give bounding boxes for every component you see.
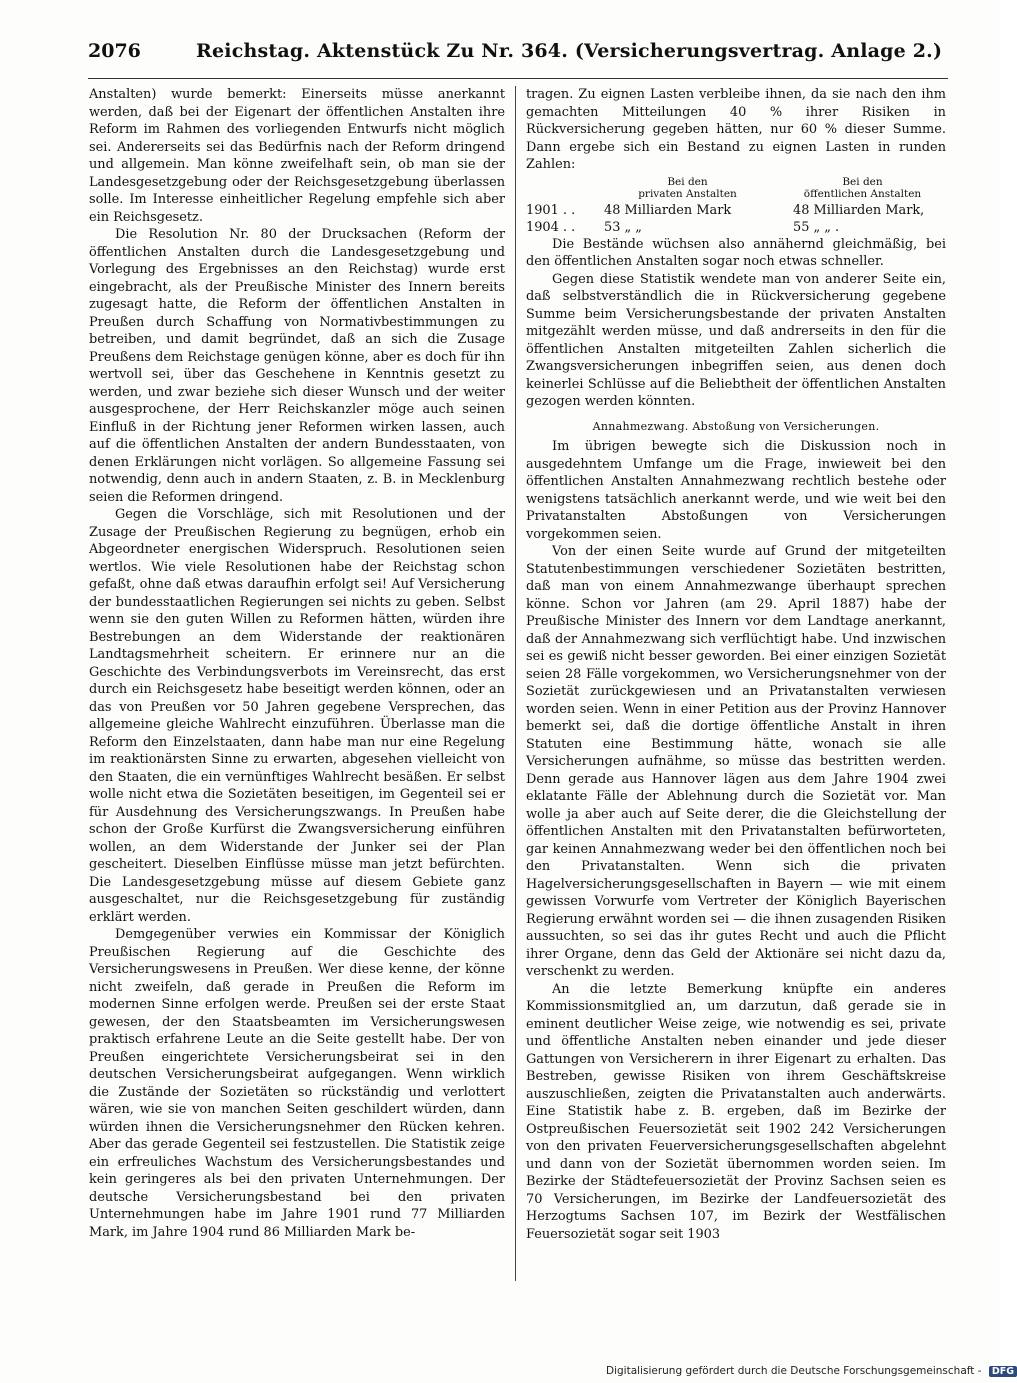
left-paragraph-4: Demgegenüber verwies ein Kommissar der Königlich Preußischen Regierung auf die Geschichte des Versicherungswesens in Preußen. Wer diese kenne, der könne nicht zweifeln, daß gerade in Preußen die Reform im modernen Sinne erfolgen werde. Preußen sei der erste Staat gewesen, der den Staatsbeamten im Versicherungswesen praktisch erfahrene Leute an die Seite gestellt habe. Der von Preußen eingerichtete Versicherungsbeirat sei in den deutschen Versicherungsbeirat aufgegangen. Wenn wirklich die Zustände der Sozietäten so rückständig und verlottert wären, wie sie von manchen Seiten geschildert würden, dann würden ihnen die Versicherungsnehmer den Rücken kehren. Aber das gerade Gegenteil sei festzustellen. Die Statistik zeige ein erfreuliches Wachstum des Versicherungsbestandes und kein geringeres als bei den privaten Unternehmungen. Der deutsche Versicherungsbestand bei den privaten Unternehmungen habe im Jahre 1901 rund 77 Milliarden Mark, im Jahre 1904 rund 86 Milliarden Mark be- (89, 927, 505, 1240)
right-paragraph-b3: An die letzte Bemerkung knüpfte ein anderes Kommissionsmitglied an, um darzutun, daß gerade sie in eminent deutlicher Weise zeige, wie notwendig es sei, private und öffentliche Anstalten neben einander und jede dieser Gattungen von Versicherern in ihrer Eigenart zu erhalten. Das Bestreben, gewisse Risiken von ihrem Geschäftskreise auszuschließen, zeigten die Privatanstalten auch anderwärts. Eine Statistik habe z. B. ergeben, daß im Bezirke der Ostpreußischen Feuersozietät seit 1902 242 Versicherungen von den privaten Feuerversicherungsgesellschaften abgelehnt und dann von der Sozietät übernommen worden seien. Im Bezirke der Städtefeuersozietät der Provinz Sachsen seien es 70 Versicherungen, im Bezirke der Landfeuersozietät des Herzogtums Sachsen 107, im Bezirk der Westfälischen Feuersozietät sogar seit 1903 (526, 981, 946, 1242)
page-number: 2076 (88, 40, 141, 62)
right-paragraph-b1: Im übrigen bewegte sich die Diskussion noch in ausgedehntem Umfange um die Frage, inwieweit bei den öffentlichen Anstalten Annahmezwang rechtlich bestehe oder wenigstens tatsächlich anerkannt werde, und wie weit bei den Privatanstalten Abstoßungen von Versicherungen vorgekommen seien. (526, 439, 946, 542)
section-subheading: Annahmezwang. Abstoßung von Versicherungen. (592, 419, 880, 433)
table-cell-public: 48 Milliarden Mark, (793, 202, 925, 218)
table-header-year (526, 174, 596, 202)
right-paragraph-b2: Von der einen Seite wurde auf Grund der mitgeteilten Statutenbestimmungen verschiedener Sozietäten bestritten, daß man von einem Annahmezwange überhaupt sprechen könne. Schon vor Jahren (am 29. April 1887) habe der Preußische Minister des Innern vor dem Landtage anerkannt, daß der Annahmezwang sich verflüchtigt habe. Und inzwischen sei es gewiß nicht besser geworden. Bei einer einzigen Sozietät seien 28 Fälle vorgekommen, wo Versicherungsnehmer von der Sozietät zurückgewiesen und an Privatanstalten verwiesen worden seien. Wenn in einer Petition aus der Provinz Hannover bemerkt sei, daß die dortige öffentliche Anstalt in ihren Statuten eine Bestimmung hätte, wonach sie alle Versicherungen aufnähme, so müsse das bestritten werden. Denn gerade aus Hannover lägen aus dem Jahre 1904 zwei eklatante Fälle der Ablehnung durch die Sozietät vor. Man wolle ja aber auch auf Seite derer, die die Gleichstellung der öffentlichen Anstalten mit den Privatanstalten befürworteten, gar keinen Annahmezwang weder bei den öffentlichen noch bei den Privatanstalten. Wenn sich die privaten Hagelversicherungsgesellschaften in Bayern — wie mit einem gewissen Vorwurfe vom Vertreter der Königlich Bayerischen Regierung erwähnt worden sei — die ihnen zusagenden Risiken aussuchten, so sei das ihr gutes Recht und auch die Pflicht ihrer Organe, denn das Geld der Aktionäre sei nicht dazu da, verschenkt zu werden. (526, 544, 946, 979)
header-private-line2: privaten Anstalten (638, 187, 737, 200)
table-row (526, 202, 946, 219)
right-intro: tragen. Zu eignen Lasten verbleibe ihnen, da sie nach den ihm gemachten Mitteilungen 40 % ihrer Risiken in Rückversicherung gegeben hätten, nur 60 % dieser Summe. Dann ergebe sich ein Bestand zu eignen Lasten in runden Zahlen: (526, 87, 946, 172)
header-rule (88, 78, 948, 79)
right-paragraph-a2: Gegen diese Statistik wendete man von anderer Seite ein, daß selbstverständlich die in Rückversicherung gegebene Summe beim Versicherungsbestande der privaten Anstalten mitgezählt werden müsse, und daß andrerseits in den für die öffentlichen Anstalten mitgeteilten Zahlen sicherlich die Zwangsversicherungen inbegriffen seien, aus denen doch keinerlei Schlüsse auf die Beliebtheit der öffentlichen Anstalten gezogen werden könnten. (526, 271, 946, 409)
page-header (88, 40, 948, 70)
table-header-row (526, 174, 946, 202)
table-cell-year: 1904 . . (526, 219, 576, 235)
column-divider (515, 86, 516, 1281)
table-cell-year: 1901 . . (526, 202, 576, 218)
right-column (526, 86, 946, 1243)
left-paragraph-3: Gegen die Vorschläge, sich mit Resolutionen und der Zusage der Preußischen Regierung zu begnügen, erhob ein Abgeordneter energischen Widerspruch. Resolutionen seien wertlos. Wie viele Resolutionen habe der Reichstag schon gefaßt, ohne daß etwas daraufhin erfolgt sei! Auf Versicherung der bundesstaatlichen Regierungen sei nichts zu geben. Selbst wenn sie den guten Willen zu Reformen hätten, würden ihre Bestrebungen an dem Widerstande der reaktionären Landtagsmehrheit scheitern. Er erinnere nur an die Geschichte des Verbindungsverbots im Vereinsrecht, das erst durch ein Reichsgesetz habe beseitigt werden können, oder an das von Preußen vor 50 Jahren gegebene Versprechen, das allgemeine gleiche Wahlrecht einzuführen. Überlasse man die Reform den Einzelstaaten, dann habe man nur eine Regelung im reaktionärsten Sinne zu erwarten, abgesehen vielleicht von den Staaten, die ein vernünftiges Wahlrecht besäßen. Er selbst wolle nicht etwa die Sozietäten beseitigen, im Gegenteil sei er für Ausdehnung des Versicherungszwangs. In Preußen habe schon der Große Kurfürst die Zwangsversicherung einführen wollen, an dem Widerstande der Junker sei der Plan gescheitert. Dieselben Einflüsse müsse man jetzt befürchten. Die Landesgesetzgebung müsse auf diesem Gebiete ganz ausgeschaltet, nur die Reichsgesetzgebung für zuständig erklärt werden. (89, 507, 505, 925)
table-header-public (779, 174, 946, 202)
left-paragraph-2: Die Resolution Nr. 80 der Drucksachen (Reform der öffentlichen Anstalten durch die Landesgesetzgebung und Vorlegung des Ergebnisses an den Reichstag) wurde erst eingebracht, als der Preußische Minister des Innern bereits zugesagt hatte, die Reform der öffentlichen Anstalten in Preußen durch Schaffung von Normativbestimmungen zu betreiben, und damit begründet, daß an sich die Zusage Preußens dem Reichstage genügen könne, aber es doch für ihn wertvoll sei, über das Geschehene in Kenntnis gesetzt zu werden, und zwar beziehe sich dieser Wunsch und der weiter ausgesprochene, der Herr Reichskanzler möge auch seinen Einfluß in der Richtung jener Reformen wirken lassen, auch auf die öffentlichen Anstalten der andern Bundesstaaten, von denen Erklärungen nicht vorlägen. So allgemeine Fassung sei notwendig, denn auch in andern Staaten, z. B. in Mecklenburg seien die Reformen dringend. (89, 227, 505, 505)
right-paragraph-a1: Die Bestände wüchsen also annähernd gleichmäßig, bei den öffentlichen Anstalten sogar noch etwas schneller. (526, 236, 946, 269)
table-row (526, 219, 946, 236)
header-private-line1: Bei den (667, 175, 708, 188)
left-paragraph-1: Anstalten) wurde bemerkt: Einerseits müsse anerkannt werden, daß bei der Eigenart der öffentlichen Anstalten ihre Reform im Rahmen des vorliegenden Entwurfs nicht möglich sei. Andererseits sei das Bedürfnis nach der Reform dringend und allgemein. Man könne zweifelhaft sein, ob man sie der Landesgesetzgebung oder der Reichsgesetzgebung überlassen solle. Im Interesse einheitlicher Regelung empfehle sich aber ein Reichsgesetz. (89, 87, 505, 225)
header-public-line2: öffentlichen Anstalten (803, 187, 922, 200)
table-cell-private: 53 „ „ (604, 219, 642, 235)
left-column (89, 86, 505, 1241)
table-cell-public: 55 „ „ . (793, 219, 840, 235)
header-public-line1: Bei den (842, 175, 883, 188)
digitization-credit (606, 1365, 1017, 1377)
table-header-private (596, 174, 779, 202)
footer-text: Digitalisierung gefördert durch die Deutsche Forschungsgemeinschaft - (606, 1365, 982, 1377)
dfg-logo: DFG (989, 1366, 1017, 1377)
running-title: Reichstag. Aktenstück Zu Nr. 364. (Versicherungsvertrag. Anlage 2.) (196, 40, 943, 62)
table-cell-private: 48 Milliarden Mark (604, 202, 732, 218)
statistics-table (526, 174, 946, 236)
